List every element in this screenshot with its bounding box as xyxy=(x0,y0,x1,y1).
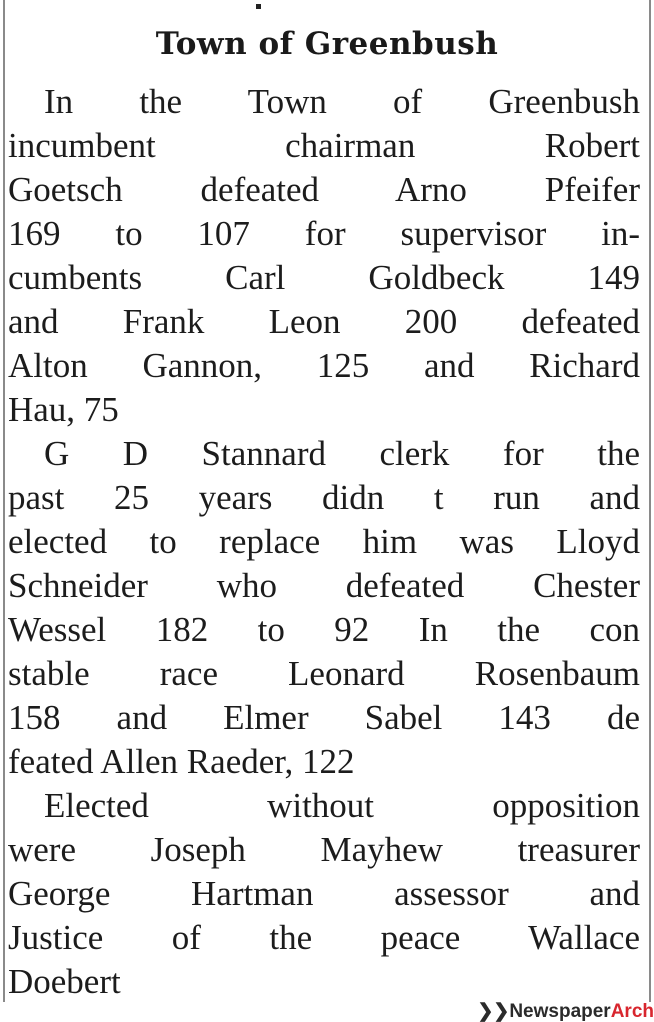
article-line: George Hartman assessor and xyxy=(8,874,640,913)
article-line: Schneider who defeated Chester xyxy=(8,566,640,605)
article-line: Goetsch defeated Arno Pfeifer xyxy=(8,170,640,209)
article-line: G D Stannard clerk for the xyxy=(44,434,640,473)
ink-mark xyxy=(256,4,261,9)
article-line: cumbents Carl Goldbeck 149 xyxy=(8,258,640,297)
article-line: were Joseph Mayhew treasurer xyxy=(8,830,640,869)
article-line: Wessel 182 to 92 In the con xyxy=(8,610,640,649)
logo-brand-main: Newspaper xyxy=(509,1002,611,1022)
left-column-rule xyxy=(3,0,5,1002)
article-line: In the Town of Greenbush xyxy=(44,82,640,121)
article-line: and Frank Leon 200 defeated xyxy=(8,302,640,341)
article-line: 158 and Elmer Sabel 143 de xyxy=(8,698,640,737)
article-line: Justice of the peace Wallace xyxy=(8,918,640,957)
article-line: past 25 years didn t run and xyxy=(8,478,640,517)
article-line: stable race Leonard Rosenbaum xyxy=(8,654,640,693)
article-line: Alton Gannon, 125 and Richard xyxy=(8,346,640,385)
article-line: elected to replace him was Lloyd xyxy=(8,522,640,561)
article-line: feated Allen Raeder, 122 xyxy=(8,742,355,781)
article-line: Hau, 75 xyxy=(8,390,119,429)
logo-brand-accent: Arch xyxy=(610,1002,654,1022)
article-headline: Town of Greenbush xyxy=(155,26,499,62)
right-column-rule xyxy=(649,0,651,1002)
article-line: incumbent chairman Robert xyxy=(8,126,640,165)
article-line: Elected without opposition xyxy=(44,786,640,825)
newspaperarchive-logo xyxy=(404,1002,654,1022)
article-line: Doebert xyxy=(8,962,121,1001)
article-line: 169 to 107 for supervisor in- xyxy=(8,214,640,253)
logo-mark-icon: ❯❯ xyxy=(477,1002,510,1022)
